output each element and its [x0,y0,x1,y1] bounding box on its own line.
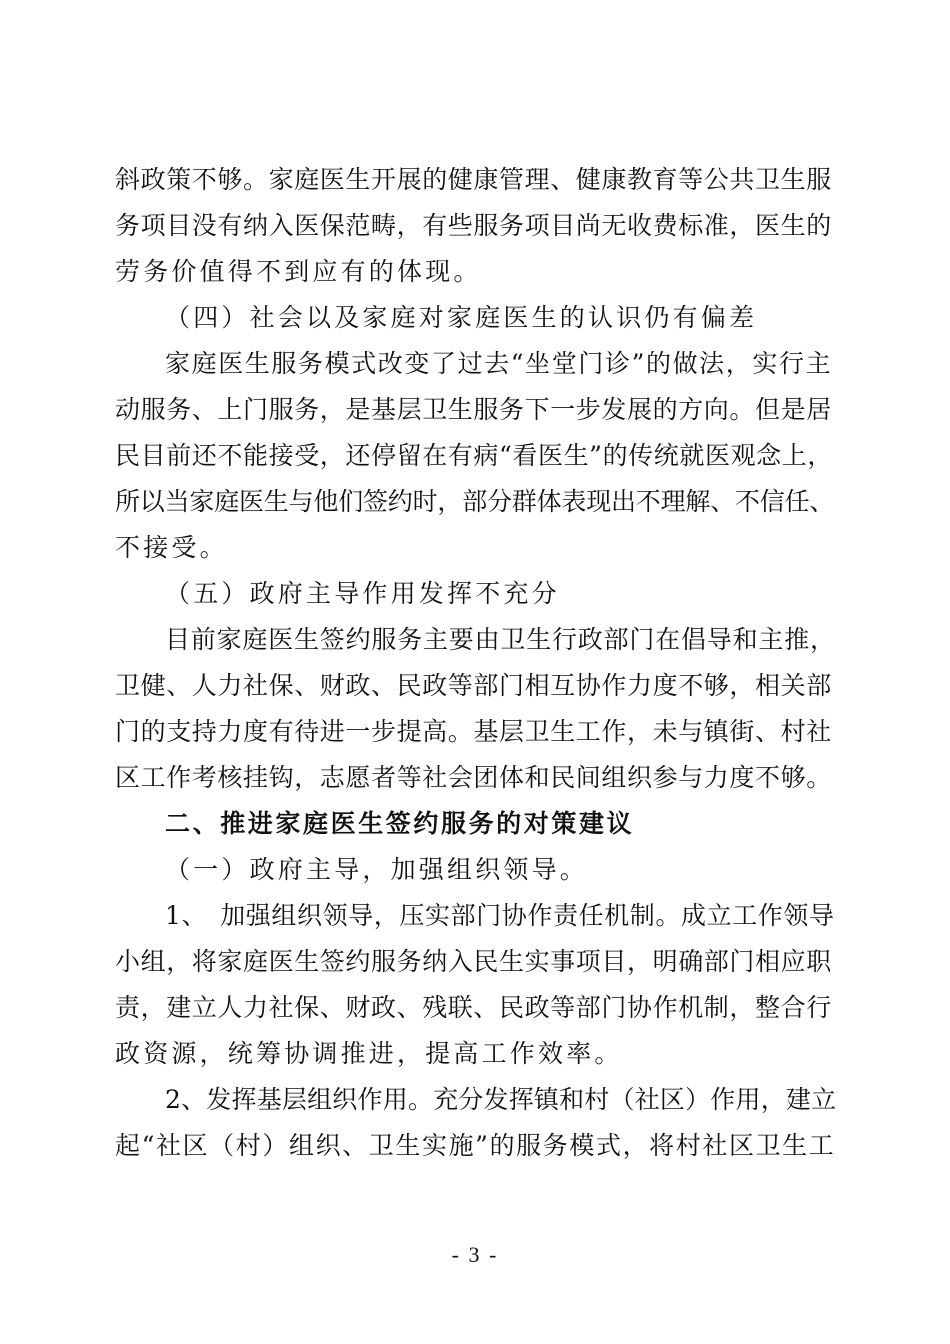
subsection-heading: （一）政府主导，加强组织领导。 [165,855,589,884]
body-text-line: 门的支持力度有待进一步提高。基层卫生工作，未与镇街、村社 [115,717,832,746]
body-text-line: 1、 加强组织领导，压实部门协作责任机制。成立工作领导 [165,901,835,930]
body-text-line: 斜政策不够。家庭医生开展的健康管理、健康教育等公共卫生服 [115,165,832,194]
body-text-line: 民目前还不能接受，还停留在有病“看医生”的传统就医观念上， [115,441,833,470]
body-text-line: 务项目没有纳入医保范畴，有些服务项目尚无收费标准，医生的 [115,211,832,240]
body-text-line: 劳务价值得不到应有的体现。 [115,257,482,286]
subsection-heading: （五）政府主导作用发挥不充分 [165,579,560,608]
body-text-line: 2、发挥基层组织作用。充分发挥镇和村（社区）作用，建立 [165,1085,837,1114]
body-text-line: 小组，将家庭医生签约服务纳入民生实事项目，明确部门相应职 [115,947,832,976]
body-text-line: 政资源，统筹协调推进，提高工作效率。 [115,1039,623,1068]
body-text-line: 起“社区（村）组织、卫生实施”的服务模式，将村社区卫生工 [115,1131,836,1160]
body-text-line: 不接受。 [115,533,228,562]
body-text-line: 责，建立人力社保、财政、残联、民政等部门协作机制，整合行 [115,993,832,1022]
body-text-line: 卫健、人力社保、财政、民政等部门相互协作力度不够，相关部 [115,671,832,700]
subsection-heading: （四）社会以及家庭对家庭医生的认识仍有偏差 [165,303,758,332]
body-text-line: 动服务、上门服务，是基层卫生服务下一步发展的方向。但是居 [115,395,832,424]
body-text-line: 所以当家庭医生与他们签约时，部分群体表现出不理解、不信任、 [115,487,835,516]
body-text-line: 区工作考核挂钩，志愿者等社会团体和民间组织参与力度不够。 [115,763,832,792]
section-heading: 二、推进家庭医生签约服务的对策建议 [165,809,635,838]
page-number: - 3 - [451,1242,499,1267]
body-text-line: 目前家庭医生签约服务主要由卫生行政部门在倡导和主推， [165,625,836,654]
body-text-line: 家庭医生服务模式改变了过去“坐堂门诊”的做法，实行主 [165,349,833,378]
